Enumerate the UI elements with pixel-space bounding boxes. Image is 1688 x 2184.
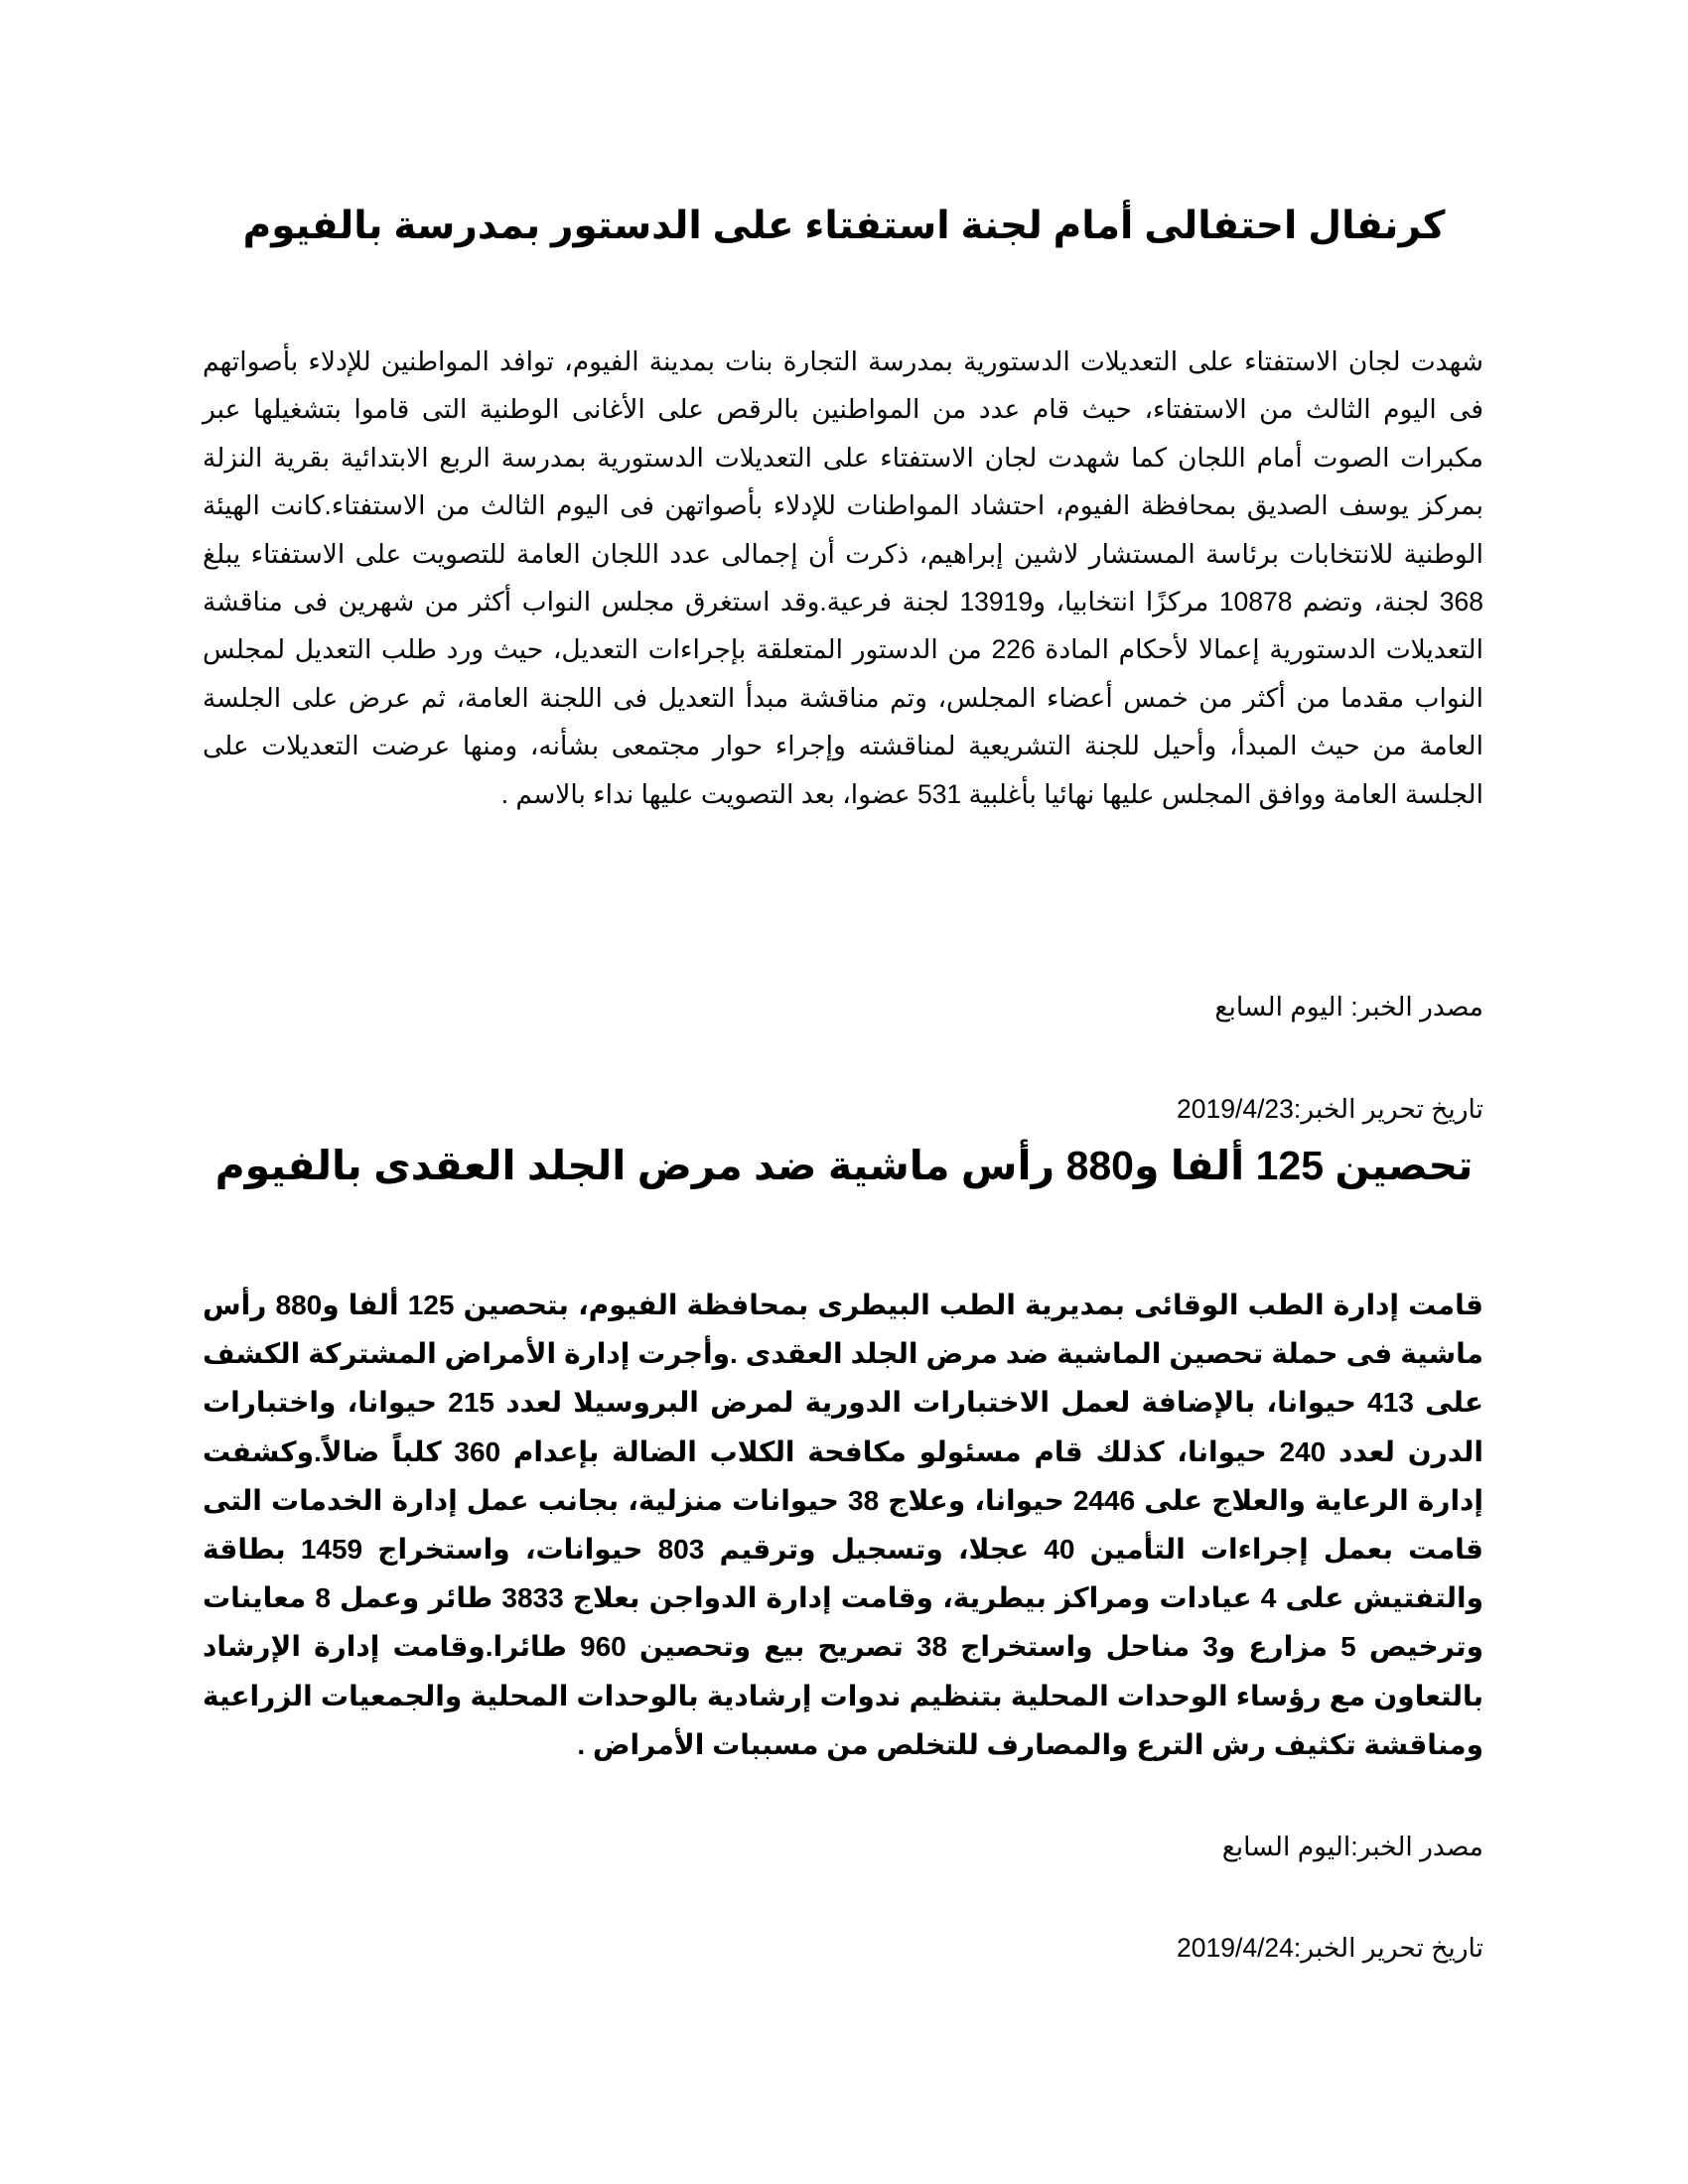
article-2-title: تحصين 125 ألفا و880 رأس ماشية ضد مرض الجلد العقدى بالفيوم <box>214 1143 1474 1188</box>
article-1-body: شهدت لجان الاستفتاء على التعديلات الدستورية بمدرسة التجارة بنات بمدينة الفيوم، توافد المواطنين للإدلاء بأصواتهم فى اليوم الثالث من الاستفتاء، حيث قام عدد من المواطنين بالرقص على الأغانى الوطنية التى قاموا بتشغيلها عبر مكبرات الصوت أمام اللجان كما شهدت لجان الاستفتاء على التعديلات الدستورية بمدرسة الربع الابتدائية بقرية النزلة بمركز يوسف الصديق بمحافظة الفيوم، احتشاد المواطنات للإدلاء بأصواتهن فى اليوم الثالث من الاستفتاء.كانت الهيئة الوطنية للانتخابات برئاسة المستشار لاشين إبراهيم، ذكرت أن إجمالى عدد اللجان العامة للتصويت على الاستفتاء يبلغ 368 لجنة، وتضم 10878 مركزًا انتخابيا، و13919 لجنة فرعية.وقد استغرق مجلس النواب أكثر من شهرين فى مناقشة التعديلات الدستورية إعمالا لأحكام المادة 226 من الدستور المتعلقة بإجراءات التعديل، حيث ورد طلب التعديل لمجلس النواب مقدما من أكثر من خمس أعضاء المجلس، وتم مناقشة مبدأ التعديل فى اللجنة العامة، ثم عرض على الجلسة العامة من حيث المبدأ، وأحيل للجنة التشريعية لمناقشته وإجراء حوار مجتمعى بشأنه، ومنها عرضت التعديلات على الجلسة العامة ووافق المجلس عليها نهائيا بأغلبية 531 عضوا، بعد التصويت عليها نداء بالاسم . <box>203 346 1483 809</box>
article-2-source: مصدر الخبر:اليوم السابع <box>1221 1832 1483 1861</box>
article-1-source: مصدر الخبر: اليوم السابع <box>1214 992 1483 1022</box>
article-1-title: كرنفال احتفالى أمام لجنة استفتاء على الدستور بمدرسة بالفيوم <box>242 205 1446 247</box>
article-1-date: تاريخ تحرير الخبر:2019/4/23 <box>1177 1094 1483 1124</box>
article-2-date: تاريخ تحرير الخبر:2019/4/24 <box>1177 1933 1483 1963</box>
article-2-body: قامت إدارة الطب الوقائى بمديرية الطب البيطرى بمحافظة الفيوم، بتحصين 125 ألفا و880 رأس ماشية فى حملة تحصين الماشية ضد مرض الجلد العقدى .وأجرت إدارة الأمراض المشتركة الكشف على 413 حيوانا، بالإضافة لعمل الاختبارات الدورية لمرض البروسيلا لعدد 215 حيوانا، واختبارات الدرن لعدد 240 حيوانا، كذلك قام مسئولو مكافحة الكلاب الضالة بإعدام 360 كلباً ضالاً.وكشفت إدارة الرعاية والعلاج على 2446 حيوانا، وعلاج 38 حيوانات منزلية، بجانب عمل إدارة الخدمات التى قامت بعمل إجراءات التأمين 40 عجلا، وتسجيل وترقيم 803 حيوانات، واستخراج 1459 بطاقة والتفتيش على 4 عيادات ومراكز بيطرية، وقامت إدارة الدواجن بعلاج 3833 طائر وعمل 8 معاينات وترخيص 5 مزارع و3 مناحل واستخراج 38 تصريح بيع وتحصين 960 طائرا.وقامت إدارة الإرشاد بالتعاون مع رؤساء الوحدات المحلية بتنظيم ندوات إرشادية بالوحدات المحلية والجمعيات الزراعية ومناقشة تكثيف رش الترع والمصارف للتخلص من مسببات الأمراض . <box>203 1290 1484 1760</box>
